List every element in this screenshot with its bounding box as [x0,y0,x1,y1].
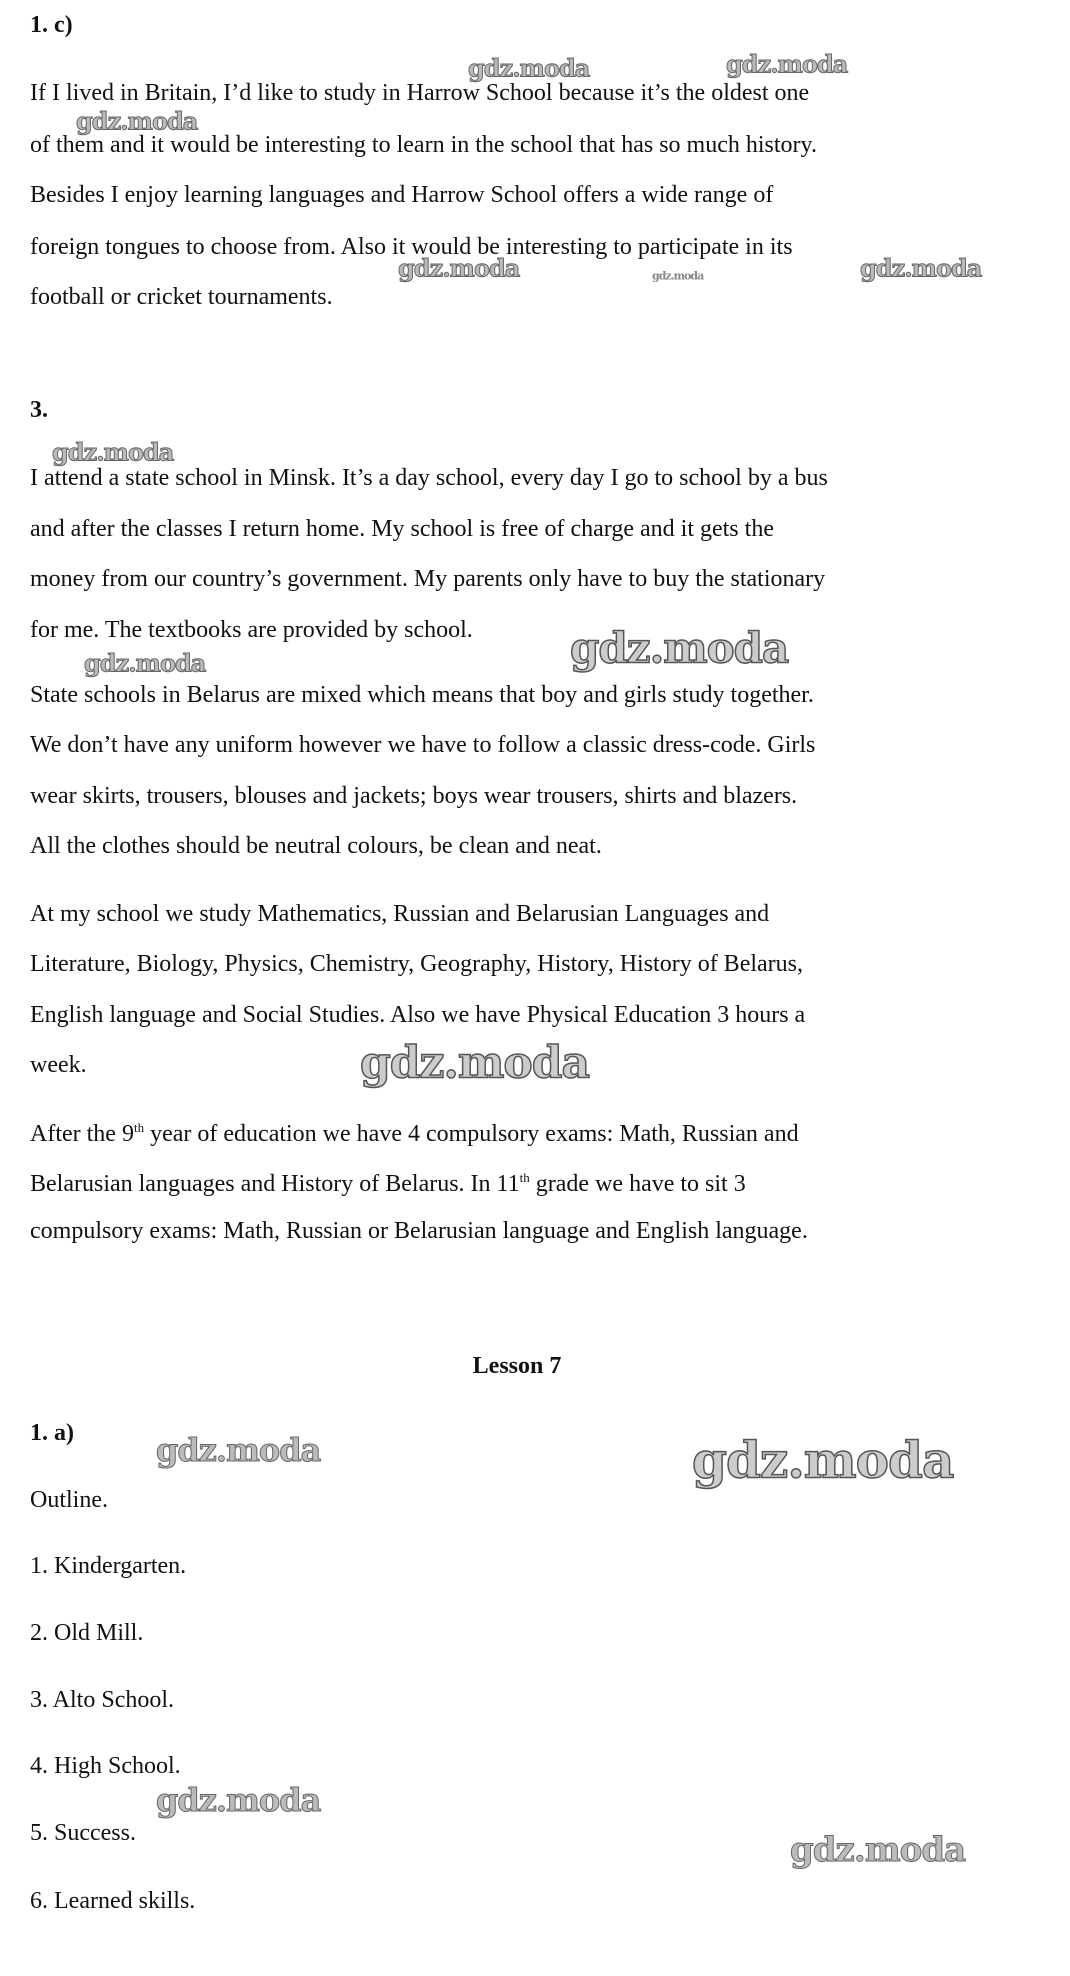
lesson-title: Lesson 7 [472,1353,562,1379]
outline-item: 1. Kindergarten. [30,1553,187,1579]
paragraph-line: wear skirts, trousers, blouses and jackets; boys wear trousers, shirts and blazers. [30,783,798,809]
paragraph-line: We don’t have any uniform however we have to follow a classic dress-code. Girls [30,732,816,758]
outline-item: 5. Success. [30,1820,136,1846]
paragraph-line: for me. The textbooks are provided by school. [30,617,473,643]
outline-item: 4. High School. [30,1753,181,1779]
paragraph-line: I attend a state school in Minsk. It’s a day school, every day I go to school by a bus [30,465,828,491]
paragraph-line: week. [30,1052,87,1078]
paragraph-line: of them and it would be interesting to learn in the school that has so much history. [30,132,817,158]
outline-item: 3. Alto School. [30,1687,175,1713]
paragraph-line: compulsory exams: Math, Russian or Belarusian language and English language. [30,1218,808,1244]
section-heading: 1. a) [30,1420,74,1446]
outline-label: Outline. [30,1487,108,1513]
text: After the 9 [30,1121,134,1147]
section-heading: 3. [30,397,48,423]
watermark: gdz.moda [398,253,520,283]
superscript: th [519,1170,530,1185]
watermark: gdz.moda [860,253,982,283]
paragraph-line: At my school we study Mathematics, Russian and Belarusian Languages and [30,901,770,927]
paragraph-line: All the clothes should be neutral colours, be clean and neat. [30,833,602,859]
watermark: gdz.moda [726,49,848,79]
watermark: gdz.moda [156,1431,321,1469]
paragraph-line [30,1114,799,1148]
paragraph-line: Besides I enjoy learning languages and Harrow School offers a wide range of [30,182,774,208]
paragraph-line: foreign tongues to choose from. Also it would be interesting to participate in its [30,234,793,260]
section-heading: 1. c) [30,12,73,38]
watermark: gdz.moda [692,1430,954,1490]
paragraph-line: money from our country’s government. My parents only have to buy the stationary [30,566,826,592]
paragraph-line: State schools in Belarus are mixed which means that boy and girls study together. [30,682,814,708]
paragraph-line: football or cricket tournaments. [30,284,333,310]
paragraph-line: If I lived in Britain, I’d like to study in Harrow School because it’s the oldest one [30,80,810,106]
watermark: gdz.moda [570,623,789,673]
paragraph-line: English language and Social Studies. Also we have Physical Education 3 hours a [30,1002,806,1028]
paragraph-line: Literature, Biology, Physics, Chemistry, Geography, History, History of Belarus, [30,951,803,977]
paragraph-line [30,1164,746,1198]
superscript: th [133,1120,145,1135]
text: year of education we have 4 compulsory exams: Math, Russian and [144,1121,799,1147]
watermark: gdz.moda [76,106,198,136]
watermark: gdz.moda [652,269,704,283]
text: grade we have to sit 3 [529,1171,746,1197]
watermark: gdz.moda [156,1781,321,1819]
watermark: gdz.moda [468,53,590,83]
outline-item: 6. Learned skills. [30,1888,196,1914]
watermark: gdz.moda [790,1830,966,1870]
watermark: gdz.moda [84,648,206,678]
text: Belarusian languages and History of Belarus. In 11 [30,1171,520,1197]
paragraph-line: and after the classes I return home. My school is free of charge and it gets the [30,516,774,542]
watermark: gdz.moda [52,437,174,467]
watermark: gdz.moda [360,1037,590,1089]
outline-item: 2. Old Mill. [30,1620,144,1646]
